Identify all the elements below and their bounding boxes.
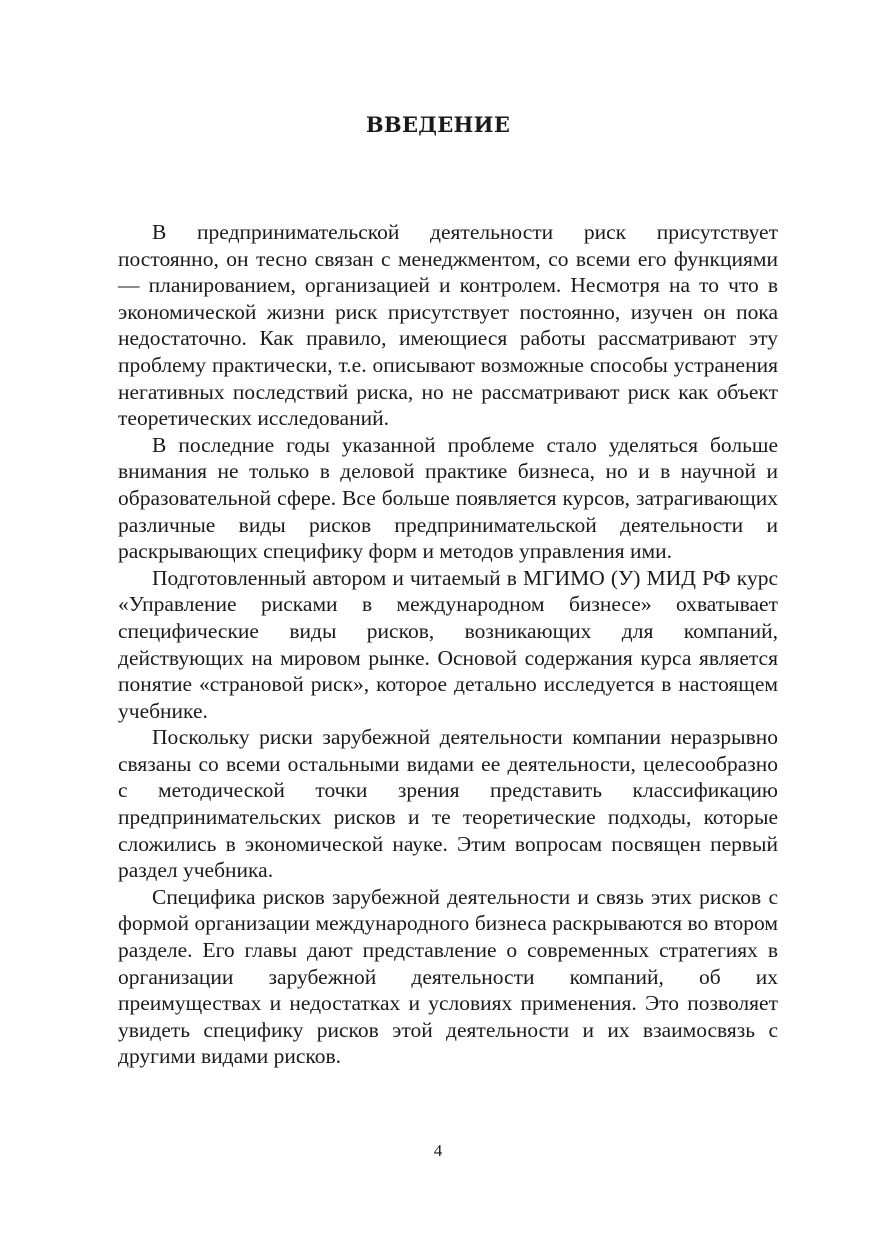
- paragraph-3: Подготовленный автором и читаемый в МГИМО (У) МИД РФ курс «Управление рисками в международном бизнесе» охватывает специфические виды рисков, возникающих для компаний, действующих на мировом рынке. Основой содержания курса является понятие «страновой риск», которое детально исследуется в настоящем учебнике.: [118, 565, 778, 723]
- paragraph-4: Поскольку риски зарубежной деятельности компании неразрывно связаны со всеми остальными видами ее деятельности, целесообразно с методической точки зрения представить классификацию предпринимательских рисков и те теоретические подходы, которые сложились в экономической науке. Этим вопросам посвящен первый раздел учебника.: [118, 725, 778, 883]
- paragraph-5: Специфика рисков зарубежной деятельности и связь этих рисков с формой организации международного бизнеса раскрываются во втором разделе. Его главы дают представление о современных стратегиях в организации зарубежной деятельности компаний, об их преимуществах и недостатках и условиях применения. Это позволяет увидеть специфику рисков этой деятельности и их взаимосвязь с другими видами рисков.: [118, 884, 778, 1069]
- paragraph-1: В предпринимательской деятельности риск присутствует постоянно, он тесно связан с менеджментом, со всеми его функциями — планированием, организацией и контролем. Несмотря на то что в экономической жизни риск присутствует постоянно, изучен он пока недостаточно. Как правило, имеющиеся работы рассматривают эту проблему практически, т.е. описывают возможные способы устранения негативных последствий риска, но не рассматривают риск как объект теоретических исследований.: [118, 220, 778, 431]
- body-text: [118, 219, 778, 1070]
- page-number: 4: [433, 1141, 443, 1160]
- paragraph-2: В последние годы указанной проблеме стало уделяться больше внимания не только в деловой практике бизнеса, но и в научной и образовательной сфере. Все больше появляется курсов, затрагивающих различные виды рисков предпринимательской деятельности и раскрывающих специфику форм и методов управления ими.: [118, 432, 778, 564]
- chapter-heading: ВВЕДЕНИЕ: [365, 112, 511, 137]
